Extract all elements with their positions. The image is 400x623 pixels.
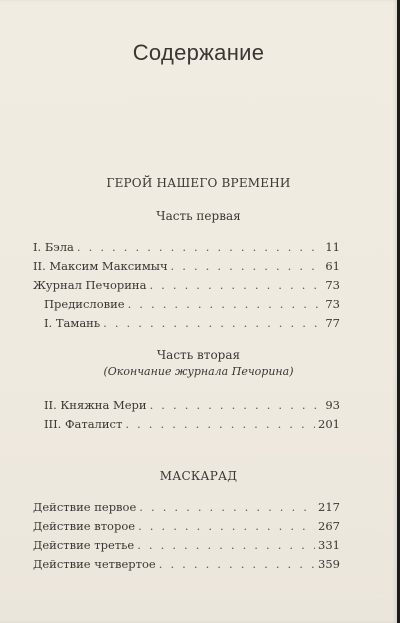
toc-entry-label: Действие первое — [33, 500, 137, 514]
toc-entry[interactable] — [33, 316, 340, 335]
toc-entry[interactable] — [33, 398, 340, 417]
toc-leader-dots — [103, 316, 322, 330]
toc-entry-label: Журнал Печорина — [33, 278, 147, 292]
toc-leader-dots — [128, 297, 323, 311]
section-heading-hero: ГЕРОЙ НАШЕГО ВРЕМЕНИ — [106, 176, 291, 190]
toc-entry-label: II. Княжна Мери — [44, 398, 147, 412]
toc-entry[interactable] — [33, 259, 340, 278]
toc-entry[interactable] — [33, 538, 340, 557]
toc-leader-dots — [138, 519, 315, 533]
toc-entry[interactable] — [33, 500, 340, 519]
toc-entry-page: 93 — [325, 398, 340, 412]
toc-leader-dots — [125, 417, 315, 431]
toc-entry-page: 61 — [325, 259, 340, 273]
toc-entry-page: 331 — [318, 538, 340, 552]
toc-entry[interactable] — [33, 297, 340, 316]
toc-entry-page: 201 — [318, 417, 340, 431]
toc-list-part-two — [33, 398, 340, 436]
toc-leader-dots — [77, 240, 322, 254]
toc-leader-dots — [159, 557, 315, 571]
toc-list-masquerade — [33, 500, 340, 576]
section-heading-masquerade: МАСКАРАД — [159, 469, 238, 483]
toc-entry[interactable] — [33, 278, 340, 297]
toc-entry-page: 73 — [325, 297, 340, 311]
toc-leader-dots — [139, 500, 315, 514]
toc-entry-page: 217 — [318, 500, 340, 514]
toc-list-part-one — [33, 240, 340, 335]
toc-entry[interactable] — [33, 557, 340, 576]
toc-entry-label: Действие третье — [33, 538, 135, 552]
part-heading-second: Часть вторая — [156, 348, 241, 362]
toc-entry-page: 11 — [325, 240, 340, 254]
toc-entry-label: III. Фаталист — [44, 417, 123, 431]
toc-entry-label: I. Тамань — [44, 316, 101, 330]
toc-entry-label: Действие второе — [33, 519, 136, 533]
toc-entry[interactable] — [33, 417, 340, 436]
toc-leader-dots — [171, 259, 323, 273]
part-subheading: (Окончание журнала Печорина) — [103, 365, 294, 378]
part-heading-first: Часть первая — [156, 209, 241, 223]
toc-leader-dots — [137, 538, 315, 552]
toc-entry-page: 73 — [325, 278, 340, 292]
toc-entry-label: Действие четвертое — [33, 557, 156, 571]
toc-entry[interactable] — [33, 240, 340, 259]
toc-leader-dots — [150, 398, 323, 412]
toc-entry[interactable] — [33, 519, 340, 538]
toc-entry-page: 359 — [318, 557, 340, 571]
toc-leader-dots — [149, 278, 322, 292]
page-title: Содержание — [132, 40, 265, 65]
toc-entry-label: I. Бэла — [33, 240, 74, 254]
toc-entry-page: 267 — [318, 519, 340, 533]
toc-entry-label: II. Максим Максимыч — [33, 259, 168, 273]
toc-entry-page: 77 — [325, 316, 340, 330]
toc-entry-label: Предисловие — [44, 297, 125, 311]
